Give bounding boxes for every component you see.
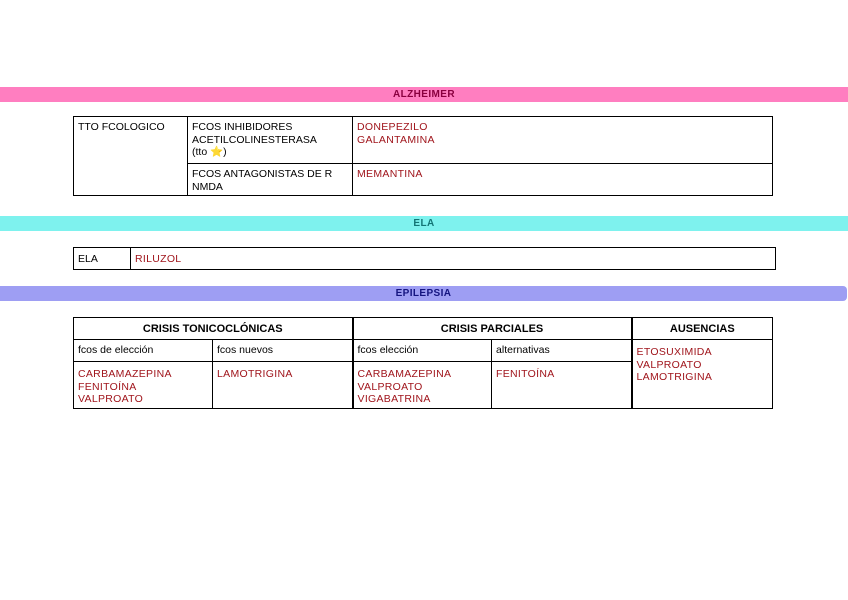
drug-list: CARBAMAZEPINA FENITOÍNA VALPROATO — [74, 362, 213, 409]
ela-table — [73, 247, 776, 270]
subheader: fcos de elección — [74, 340, 213, 362]
table-row — [74, 117, 773, 164]
drug-list: ETOSUXIMIDA VALPROATO LAMOTRIGINA — [632, 340, 773, 409]
alzheimer-banner: ALZHEIMER — [0, 87, 848, 102]
subheader: alternativas — [492, 340, 632, 362]
row-label: ELA — [74, 248, 131, 270]
star-icon: ⭐ — [210, 146, 224, 158]
drug-list: DONEPEZILO GALANTAMINA — [353, 117, 773, 164]
category-text: FCOS INHIBIDORES ACETILCOLINESTERASA — [192, 121, 317, 146]
subheader: fcos elección — [353, 340, 492, 362]
category-note-suffix: ) — [223, 146, 227, 158]
drug-list: MEMANTINA — [353, 164, 773, 196]
ela-banner: ELA — [0, 216, 848, 231]
drug-list: FENITOÍNA — [492, 362, 632, 409]
table-row — [74, 340, 773, 362]
subheader: fcos nuevos — [213, 340, 353, 362]
column-header: AUSENCIAS — [632, 318, 773, 340]
category-note-prefix: (tto — [192, 146, 211, 158]
table-row — [74, 248, 776, 270]
column-header: CRISIS PARCIALES — [353, 318, 632, 340]
drug-list: LAMOTRIGINA — [213, 362, 353, 409]
category-cell: FCOS ANTAGONISTAS DE R NMDA — [188, 164, 353, 196]
drug-list: RILUZOL — [131, 248, 776, 270]
row-label: TTO FCOLOGICO — [74, 117, 188, 196]
epilepsia-banner: EPILEPSIA — [0, 286, 847, 301]
drug-list: CARBAMAZEPINA VALPROATO VIGABATRINA — [353, 362, 492, 409]
column-header: CRISIS TONICOCLÓNICAS — [74, 318, 353, 340]
epilepsia-table — [73, 317, 773, 409]
category-cell — [188, 117, 353, 164]
table-row — [74, 318, 773, 340]
alzheimer-table — [73, 116, 773, 196]
